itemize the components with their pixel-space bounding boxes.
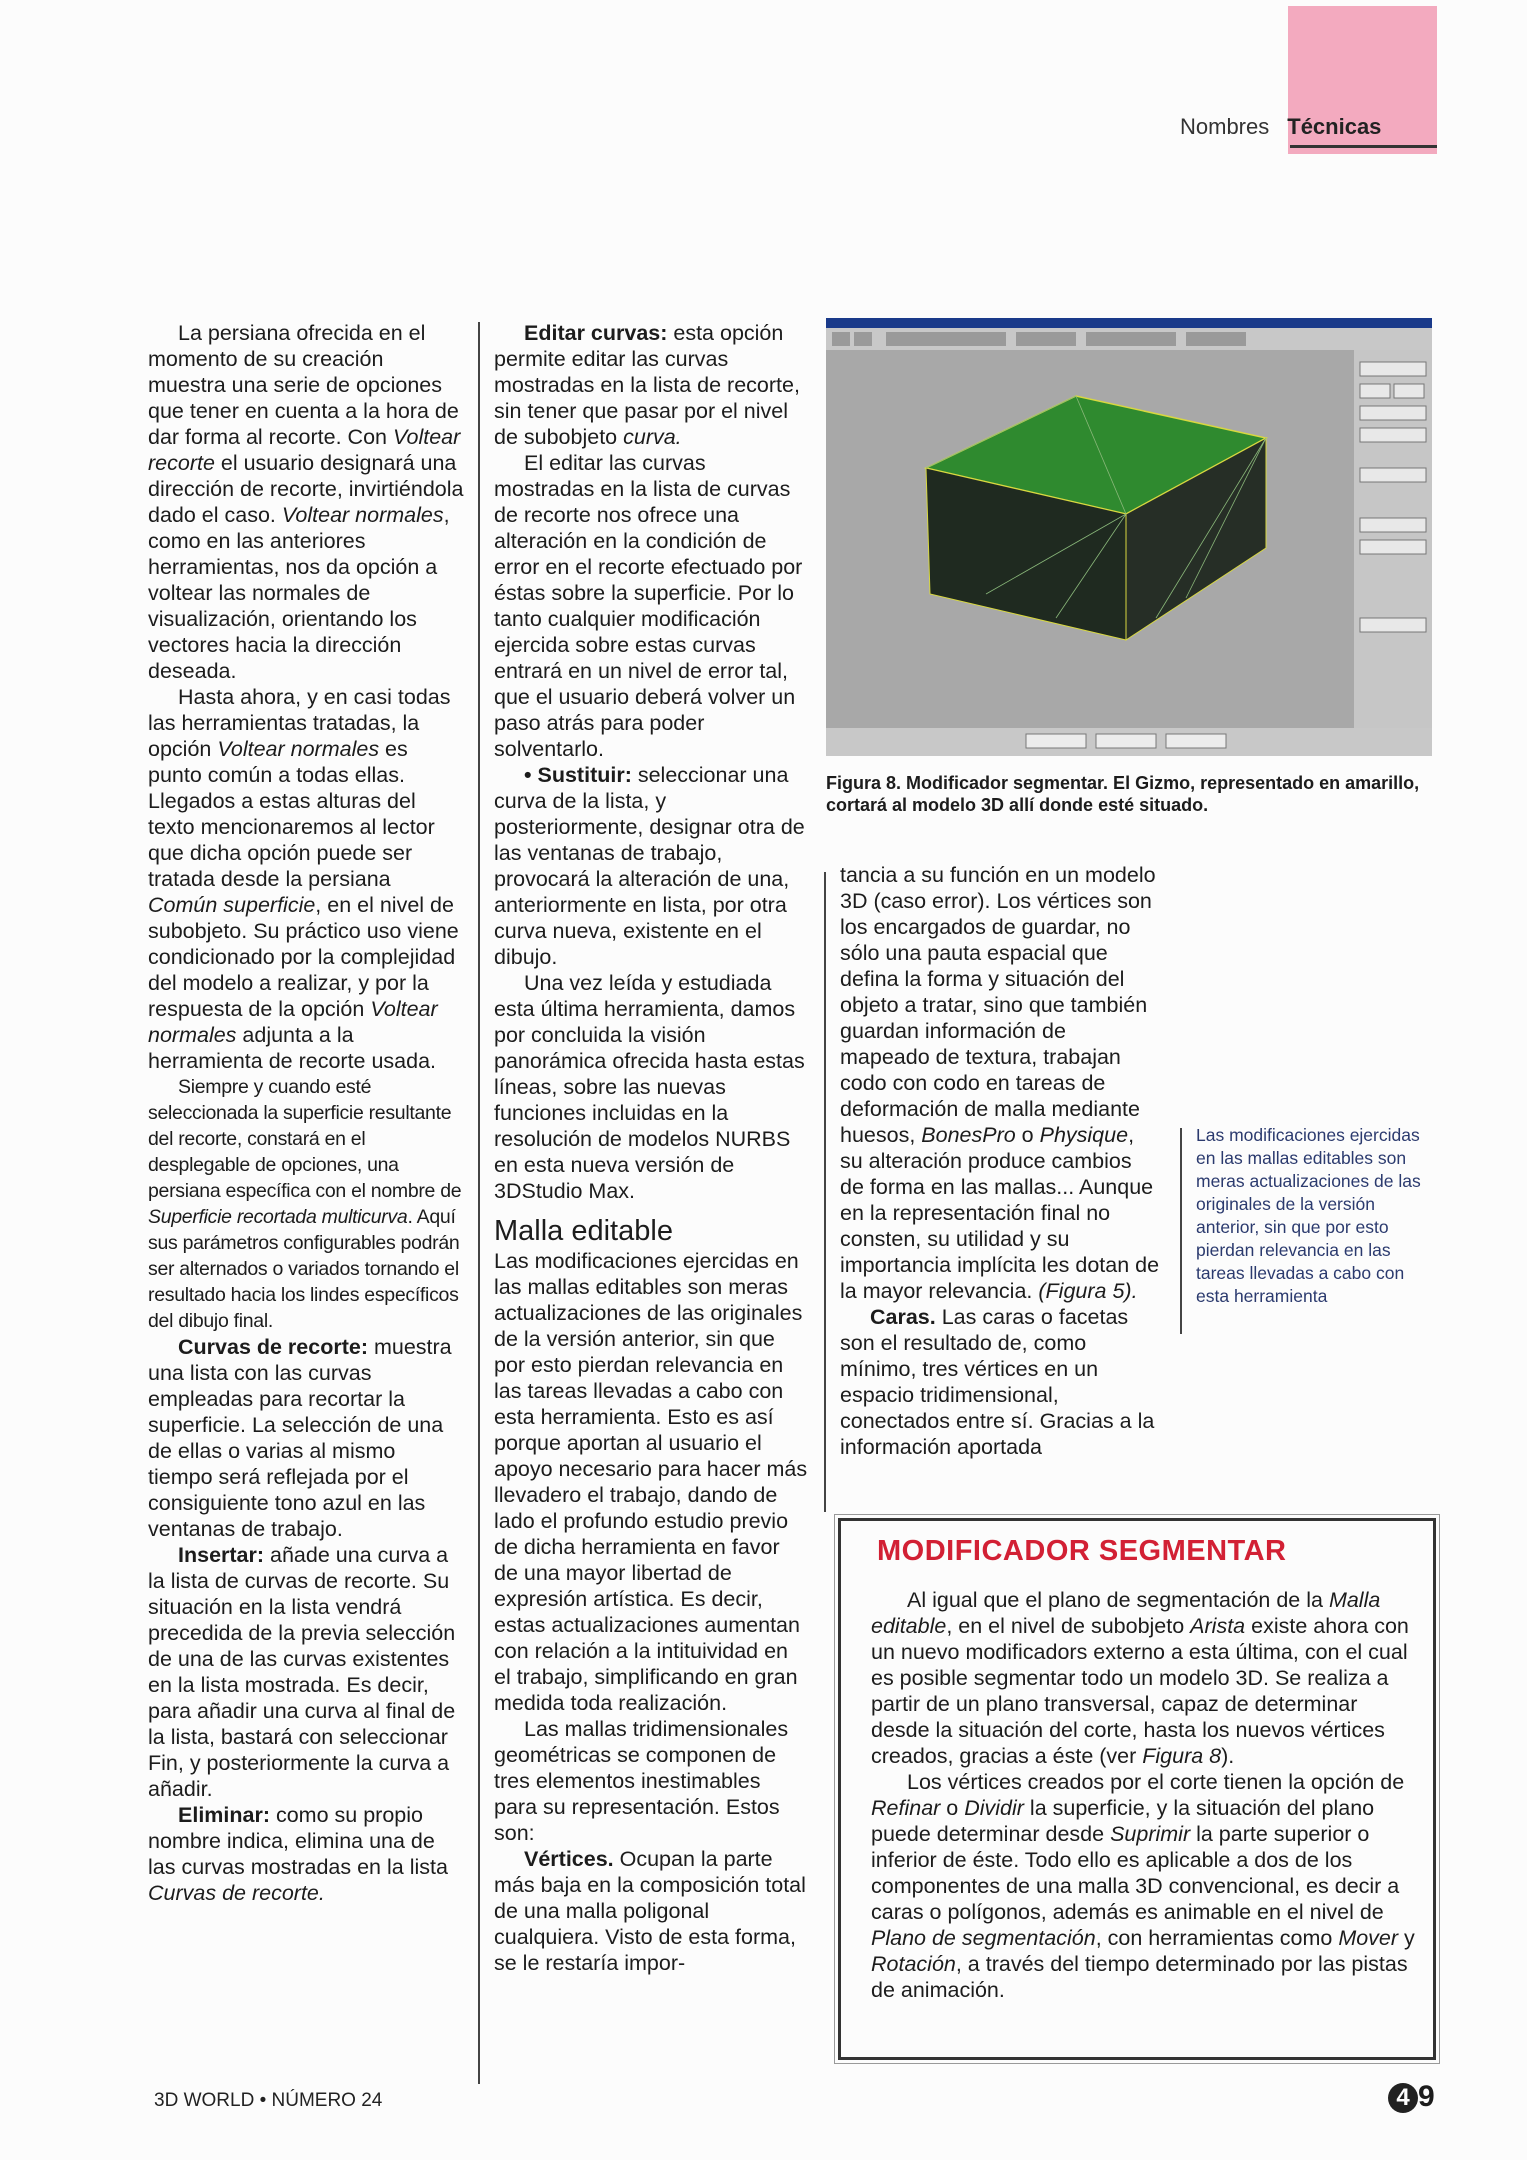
text: seleccionar una curva de la lista, y posteriormente, designar otra de las ventanas de trabajo, provocará la alteración de una, anteriormente en lista, por otra curva nueva, existente en el dibujo. — [494, 763, 805, 969]
text: Plano de segmentación — [871, 1926, 1096, 1950]
text: Voltear recorte — [148, 425, 461, 475]
column-rule — [824, 872, 826, 1512]
text: curva. — [623, 425, 682, 449]
text: Voltear normales — [148, 997, 438, 1047]
text: El editar las curvas mostradas en la lista de curvas de recorte nos ofrece una alteración en la condición de error en el recorte efectuado por éstas sobre la superficie. Por lo tanto cualquier modificación ejercida sobre estas curvas entrará en un nivel de error tal, que el usuario deberá volver un paso atrás para poder solventarlo. — [494, 451, 803, 761]
text: Común superficie — [148, 893, 316, 917]
text: , con herramientas como — [1095, 1926, 1339, 1950]
text: o — [940, 1796, 965, 1820]
text: , a través del tiempo determinado por las pistas de animación. — [871, 1952, 1408, 2002]
sidebar-box — [838, 1518, 1436, 2060]
text: Rotación — [871, 1952, 956, 1976]
paragraph — [494, 320, 808, 450]
paragraph — [494, 1846, 808, 1976]
term: Eliminar: — [178, 1803, 270, 1827]
paragraph — [840, 862, 1160, 1304]
sidenote-rule — [1180, 1128, 1182, 1334]
text: . Aquí sus parámetros configurables podrán ser alternados o variados tornando el resultado hacia los lindes específicos del dibujo final. — [148, 1206, 460, 1332]
text: Siempre y cuando esté seleccionada la superficie resultante del recorte, constará en el desplegable de opciones, una persiana específica con el nombre de — [148, 1076, 462, 1202]
term: Editar curvas: — [524, 321, 668, 345]
text: muestra una lista con las curvas empleadas para recortar la superficie. La selección de una de ellas o varias al mismo tiempo será reflejada por el consiguiente tono azul en las ventanas de trabajo. — [148, 1335, 452, 1541]
text: BonesPro — [921, 1123, 1016, 1147]
text: Mover — [1338, 1926, 1399, 1950]
text: Los vértices creados por el corte tienen la opción de — [907, 1770, 1405, 1794]
pull-quote: Las modificaciones ejercidas en las mallas editables son meras actualizaciones de las originales de la versión anterior, sin que por esto pierdan relevancia en las tareas llevadas a cabo con esta herramienta — [1196, 1125, 1421, 1306]
figure-caption: Figura 8. Modificador segmentar. El Gizmo, representado en amarillo, cortará al modelo 3D allí donde esté situado. — [826, 773, 1420, 815]
text: , en el nivel de subobjeto. Su práctico uso viene condicionado por la complejidad del modelo a realizar, y por la respuesta de la opción — [148, 893, 459, 1021]
text: Las mallas tridimensionales geométricas se componen de tres elementos inestimables para su representación. Estos son: — [494, 1717, 789, 1845]
term: Vértices. — [524, 1847, 614, 1871]
text: , como en las anteriores herramientas, nos da opción a voltear las normales de visualización, orientando los vectores hacia la dirección deseada. — [148, 503, 450, 683]
text: Voltear normales — [281, 503, 444, 527]
page-number — [1388, 2080, 1435, 2114]
column-3 — [840, 862, 1160, 1460]
subheading: Malla editable — [494, 1215, 673, 1247]
text: Hasta ahora, y en casi todas las herramientas tratadas, la opción — [148, 685, 451, 761]
column-rule — [478, 322, 480, 2084]
text: y — [1398, 1926, 1415, 1950]
paragraph — [494, 450, 808, 762]
figure-screenshot — [826, 318, 1432, 756]
paragraph — [871, 1769, 1419, 2003]
text: Arista — [1190, 1614, 1246, 1638]
text: adjunta a la herramienta de recorte usada. — [148, 1023, 437, 1073]
text: Ocupan la parte más baja en la composición total de una malla poligonal cualquiera. Visto de esta forma, se le restaría impor- — [494, 1847, 806, 1975]
paragraph — [148, 320, 464, 684]
paragraph — [148, 1802, 464, 1906]
text: Voltear normales — [217, 737, 380, 761]
header-rule — [1290, 145, 1437, 148]
text: La persiana ofrecida en el momento de su creación muestra una serie de opciones que tener en cuenta a la hora de dar forma al recorte. Con — [148, 321, 459, 449]
paragraph — [494, 970, 808, 1204]
term: Curvas de recorte: — [178, 1335, 368, 1359]
paragraph — [148, 1542, 464, 1802]
column-2 — [494, 320, 808, 1976]
page-number-circle: 4 — [1388, 2083, 1418, 2113]
text: la superficie, y la situación del plano puede determinar desde — [871, 1796, 1375, 1846]
text: la parte superior o inferior de éste. Todo ello es aplicable a dos de los componentes de una malla 3D convencional, es decir a caras o polígonos, además es animable en el nivel de — [871, 1822, 1400, 1924]
text: , su alteración produce cambios de forma en las mallas... Aunque en la representación final no consten, su utilidad y su importancia implícita les dotan de la mayor relevancia. — [840, 1123, 1160, 1303]
text: Physique — [1039, 1123, 1129, 1147]
paragraph — [148, 684, 464, 1074]
box-text — [871, 1587, 1419, 2003]
paragraph — [148, 1074, 464, 1334]
text: (Figura 5). — [1038, 1279, 1138, 1303]
text: Al igual que el plano de segmentación de la — [907, 1588, 1329, 1612]
text: Una vez leída y estudiada esta última herramienta, damos por concluida la visión panorámica ofrecida hasta estas líneas, sobre las nuevas funciones incluidas en la resolución de modelos NURBS en esta nueva versión de 3DStudio Max. — [494, 971, 805, 1203]
text: añade una curva a la lista de curvas de recorte. Su situación en la lista vendrá precedida de la previa selección de una de las curvas existentes en la lista mostrada. Es decir, para añadir una curva al final de la lista, bastará con seleccionar Fin, y posteriormente la curva a añadir. — [148, 1543, 456, 1801]
paragraph — [494, 762, 808, 970]
text: tancia a su función en un modelo 3D (caso error). Los vértices son los encargados de guardar, no sólo una pauta espacial que defina la forma y situación del objeto a tratar, sino que también guardan información de mapeado de textura, trabajan codo con codo en tareas de deformación de malla mediante huesos, — [840, 863, 1156, 1147]
term: Caras. — [870, 1305, 936, 1329]
text: ). — [1221, 1744, 1235, 1768]
text: Malla editable — [871, 1588, 1381, 1638]
term: Insertar: — [178, 1543, 265, 1567]
text: Las modificaciones ejercidas en las mallas editables son meras actualizaciones de las originales de la versión anterior, sin que por esto pierdan relevancia en las tareas llevadas a cabo con esta herramienta. Esto es así porque aportan al usuario el apoyo necesario para hacer más llevadero el trabajo, dando de lado el profundo estudio previo de dicha herramienta en favor de una mayor libertad de expresión artística. Es decir, estas actualizaciones aumentan con relación a la intituividad en el trabajo, simplificando en gran medida toda realización. — [494, 1249, 808, 1715]
term: • Sustituir: — [524, 763, 632, 787]
column-1 — [148, 320, 464, 1906]
header-category: Técnicas — [1287, 114, 1382, 139]
text: Curvas de recorte. — [148, 1881, 325, 1905]
paragraph — [871, 1587, 1419, 1769]
text: como su propio nombre indica, elimina una de las curvas mostradas en la lista — [148, 1803, 448, 1879]
text: existe ahora con un nuevo modificadors externo a esta última, con el cual es posible segmentar todo un modelo 3D. Se realiza a partir de un plano transversal, capaz de determinar desde la situación del corte, hasta los nuevos vértices creados, gracias a éste (ver — [871, 1614, 1409, 1768]
footer-magazine: 3D WORLD • NÚMERO 24 — [154, 2090, 383, 2111]
3d-viewport-illustration — [826, 318, 1432, 756]
text: es punto común a todas ellas. Llegados a estas alturas del texto mencionaremos al lector que dicha opción puede ser tratada desde la persiana — [148, 737, 435, 891]
text: Refinar — [871, 1796, 941, 1820]
text: Las caras o facetas son el resultado de, como mínimo, tres vértices en un espacio tridimensional, conectados entre sí. Gracias a la información aportada — [840, 1305, 1155, 1459]
box-title: MODIFICADOR SEGMENTAR — [877, 1535, 1287, 1567]
text: o — [1015, 1123, 1040, 1147]
paragraph — [148, 1334, 464, 1542]
text: Dividir — [964, 1796, 1024, 1820]
header-section: Nombres — [1180, 114, 1270, 139]
paragraph — [494, 1248, 808, 1716]
text: Superficie recortada multicurva — [148, 1206, 408, 1228]
running-header — [1180, 114, 1381, 140]
text: esta opción permite editar las curvas mostradas en la lista de recorte, sin tener que pasar por el nivel de subobjeto — [494, 321, 800, 449]
text: , en el nivel de subobjeto — [946, 1614, 1191, 1638]
page-number-rest: 9 — [1418, 2080, 1435, 2113]
paragraph — [494, 1716, 808, 1846]
text: Figura 8 — [1142, 1744, 1222, 1768]
paragraph — [840, 1304, 1160, 1460]
text: Suprimir — [1110, 1822, 1191, 1846]
text: el usuario designará una dirección de recorte, invirtiéndola dado el caso. — [148, 451, 464, 527]
